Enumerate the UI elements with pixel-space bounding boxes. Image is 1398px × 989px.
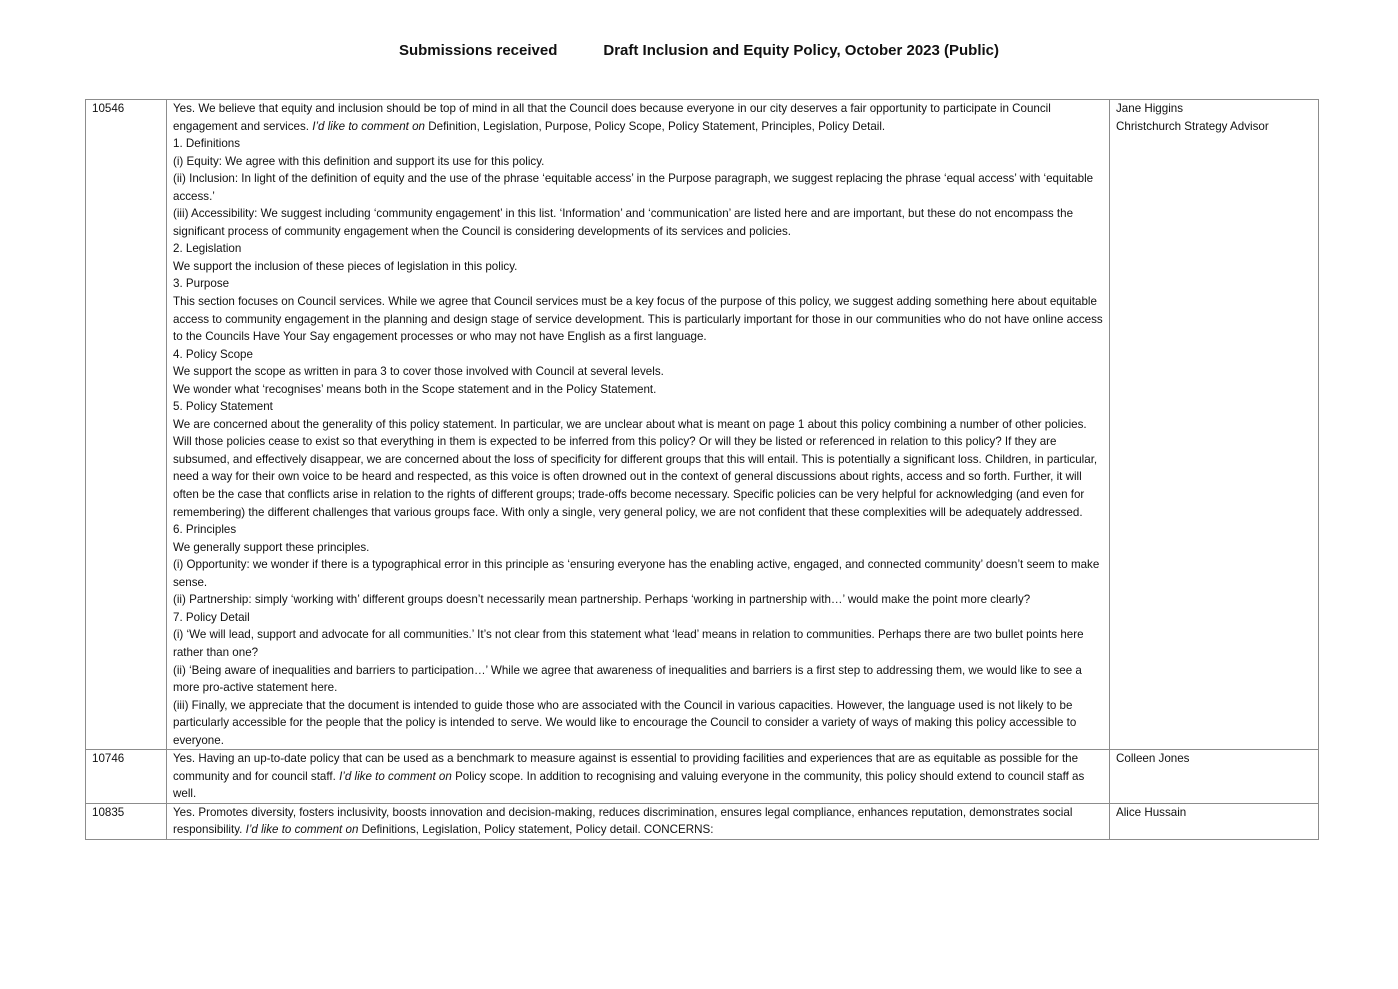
submission-intro [173,100,1103,135]
header-left-title: Submissions received [398,42,558,59]
submission-intro-text: Yes. Promotes diversity, fosters inclusivity, boosts innovation and decision-making, reduces discrimination, ensures legal compliance, enhances reputation, demonstrates social responsibility. [173,805,1073,837]
submitter-role: Christchurch Strategy Advisor [1116,119,1269,133]
section-heading-definitions: 1. Definitions [173,137,241,151]
submission-row [86,750,1319,804]
comment-prefix: I’d like to comment on [339,769,452,783]
legislation-text: We support the inclusion of these pieces of legislation in this policy. [173,259,518,273]
definitions-inclusion: (ii) Inclusion: In light of the definition of equity and the use of the phrase ‘equitable access’ in the Purpose paragraph, we suggest replacing the phrase ‘equal access’ with ‘equitable access.’ [173,172,1094,203]
submission-row [86,803,1319,839]
comment-topics: Definitions, Legislation, Policy statement, Policy detail. CONCERNS: [361,823,714,837]
comment-prefix: I’d like to comment on [245,823,359,837]
principles-partnership: (ii) Partnership: simply ‘working with’ different groups doesn’t necessarily mean partnership. Perhaps ‘working in partnership with…’ would make the point more clearly? [173,593,1031,607]
comment-topics: Policy scope. In addition to recognising and valuing everyone in the community, this policy should extend to council staff as well. [173,769,1085,801]
comment-prefix: I’d like to comment on [312,119,426,133]
policy-scope-text-1: We support the scope as written in para 3 to cover those involved with Council at several levels. [173,365,664,379]
submitter-name: Alice Hussain [1116,805,1187,819]
submission-id-cell [86,750,167,804]
header-right-title: Draft Inclusion and Equity Policy, October 2023 (Public) [603,42,1000,59]
submission-intro [173,750,1103,803]
section-heading-policy-detail: 7. Policy Detail [173,610,250,624]
submission-row [86,100,1319,750]
page-header [0,42,1398,59]
policy-detail-3: (iii) Finally, we appreciate that the document is intended to guide those who are associated with the Council in various capacities. However, the language used is not likely to be particularly accessible for the people that the policy is intended to serve. We would like to encourage the Council to consider a variety of ways of making this policy accessible to everyone. [173,698,1077,747]
policy-scope-text-2: We wonder what ‘recognises’ means both in the Scope statement and in the Policy Statement. [173,382,657,396]
submissions-table [85,99,1319,840]
submitter-cell [1110,803,1319,839]
submitter-cell [1110,750,1319,804]
definitions-equity: (i) Equity: We agree with this definition and support its use for this policy. [173,154,545,168]
submission-intro [173,804,1103,839]
purpose-text: This section focuses on Council services. While we agree that Council services must be a key focus of the purpose of this policy, we suggest adding something here about equitable access to community engagement in the planning and design stage of service development. This is particularly important for those in our communities who do not have online access to the Councils Have Your Say engagement processes or who may not have English as a first language. [173,295,1103,344]
submission-id: 10835 [92,805,125,819]
policy-statement-text: We are concerned about the generality of this policy statement. In particular, we are unclear about what is meant on page 1 about this policy combining a number of other policies. Will those policies cease to exist so that everything in them is expected to be inferred from this policy? Or will they be listed or referenced in relation to this policy? If they are subsumed, and effectively disappear, we are concerned about the loss of specificity for different groups that this will entail. This is potentially a significant loss. Children, in particular, need a way for their own voice to be heard and respected, as this voice is often drowned out in the context of general discussions about rights, access and so forth. Further, it will often be the case that conflicts arise in relation to the rights of different groups; trade-offs become necessary. Specific policies can be very helpful for acknowledging (and even for remembering) the different challenges that various groups face. With only a single, very general policy, we are not confident that these complexities will be adequately addressed. [173,417,1098,519]
section-heading-principles: 6. Principles [173,523,237,537]
submission-text-cell [167,100,1110,750]
submission-id-cell [86,803,167,839]
submitter-cell [1110,100,1319,750]
principles-text: We generally support these principles. [173,540,370,554]
submission-id-cell [86,100,167,750]
definitions-accessibility: (iii) Accessibility: We suggest including ‘community engagement’ in this list. ‘Information’ and ‘communication’ are listed here and are important, but these do not encompass the significant process of community engagement when the Council is considering developments of its services and policies. [173,207,1074,238]
policy-detail-2: (ii) ‘Being aware of inequalities and barriers to participation…’ While we agree that awareness of inequalities and barriers is a first step to addressing them, we would like to see a more pro-active statement here. [173,663,1082,695]
submission-id: 10746 [92,752,125,766]
submission-intro-text: Yes. We believe that equity and inclusion should be top of mind in all that the Council does because everyone in our city deserves a fair opportunity to participate in Council engagement and services. [173,102,1051,133]
section-heading-policy-statement: 5. Policy Statement [173,400,273,414]
submission-text-cell [167,803,1110,839]
policy-detail-1: (i) ‘We will lead, support and advocate for all communities.’ It’s not clear from this statement what ‘lead’ means in relation to communities. Perhaps there are two bullet points here rather than one? [173,628,1084,659]
section-heading-legislation: 2. Legislation [173,242,242,256]
submitter-name: Jane Higgins [1116,102,1184,115]
submitter-name: Colleen Jones [1116,752,1190,766]
comment-topics: Definition, Legislation, Purpose, Policy Scope, Policy Statement, Principles, Policy Detail. [428,119,886,133]
section-heading-purpose: 3. Purpose [173,277,230,291]
submission-intro-text: Yes. Having an up-to-date policy that can be used as a benchmark to measure against is essential to providing facilities and experiences that are as equitable as possible for the community and for council staff. [173,752,1079,783]
submission-id: 10546 [92,102,125,115]
submission-text-cell [167,750,1110,804]
section-heading-policy-scope: 4. Policy Scope [173,347,253,361]
principles-opportunity: (i) Opportunity: we wonder if there is a typographical error in this principle as ‘ensuring everyone has the enabling active, engaged, and connected community’ doesn’t seem to make sense. [173,558,1100,589]
